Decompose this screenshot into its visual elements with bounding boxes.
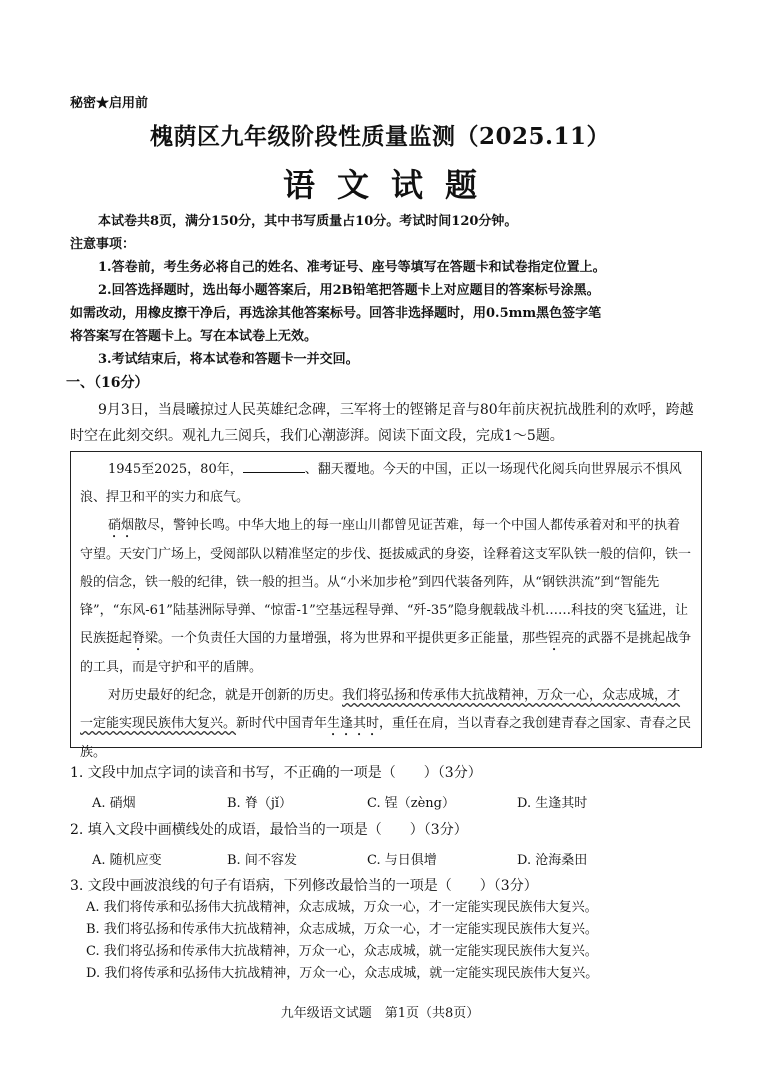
option-c[interactable]: C. 我们将弘扬和传承伟大抗战精神，万众一心，众志成城，就一定能实现民族伟大复兴。 [86,944,598,959]
notice-item-2-cont: 如需改动，用橡皮擦干净后，再选涂其他答案标号。回答非选择题时，用0.5mm黑色签字笔 [70,306,602,321]
section-lead: 9月3日，当晨曦掠过人民英雄纪念碑，三军将士的铿锵足音与80年前庆祝抗战胜利的欢呼，跨越时空在此刻交织。观礼九三阅兵，我们心潮澎湃。阅读下面文段，完成1～5题。 [70,402,694,444]
option-c[interactable]: C. 锃（zèng） [367,796,455,811]
passage-text: 新时代中国青年 [236,716,328,731]
passage-text: 亮的武器不是挑起战争的工具，而是守护和平的盾牌。 [80,631,692,675]
dotted-word: 锃 [548,631,562,646]
option-d[interactable]: D. 生逢其时 [517,796,588,811]
passage-paragraph-2 [80,512,692,682]
notice-item-2-end: 将答案写在答题卡上。写在本试卷上无效。 [70,329,318,344]
section-heading: 一、（16分） [66,375,149,391]
option-b[interactable]: B. 间不容发 [227,853,297,868]
passage-paragraph-1 [80,456,692,512]
option-a[interactable]: A. 我们将传承和弘扬伟大抗战精神，众志成城，万众一心，才一定能实现民族伟大复兴。 [86,900,598,915]
option-b[interactable]: B. 脊（jǐ） [227,796,293,811]
option-b[interactable]: B. 我们将弘扬和传承伟大抗战精神，众志成城，万众一心，才一定能实现民族伟大复兴。 [86,922,598,937]
dotted-word: 硝烟 [108,518,135,533]
dotted-word: 脊 [132,631,146,646]
passage-text: 、翻天覆地。今天的中国，正以一场现代化阅兵向世界展示不惧风浪、捍卫和平的实力和底气。 [80,462,682,505]
fill-blank[interactable] [243,460,305,473]
passage-text: 散尽，警钟长鸣。中华大地上的每一座山川都曾见证苦难，每一个中国人都传承着对和平的执着守望。天安门广场上，受阅部队以精准坚定的步伐、挺拔威武的身姿，诠释着这支军队铁一般的信仰，铁一般的信念，铁一般的纪律，铁一般的担当。从“小米加步枪”到四代装备列阵，从“钢铁洪流”到“智能先锋”，“东风-61”陆基洲际导弹、“惊雷-1”空基远程导弹、“歼-35”隐身舰载战斗机……科技的突飞猛进，让民族挺起 [80,518,692,646]
page-footer: 九年级语文试题 第1页（共8页） [280,1006,480,1021]
exam-title: 槐荫区九年级阶段性质量监测（2025.11） [149,123,611,150]
exam-info: 本试卷共8页，满分150分，其中书写质量占10分。考试时间120分钟。 [98,214,518,229]
exam-subtitle: 语文试题 [282,166,499,204]
reading-passage-box [70,451,702,760]
question-1-options [92,792,712,811]
option-a[interactable]: A. 随机应变 [92,853,162,868]
notice-item-1: 1.答卷前，考生务必将自己的姓名、准考证号、座号等填写在答题卡和试卷指定位置上。 [98,260,606,275]
exam-instructions [70,210,690,371]
option-c[interactable]: C. 与日俱增 [367,853,437,868]
question-3-stem: 3. 文段中画波浪线的句子有语病，下列修改最恰当的一项是（ ）（3分） [70,878,538,894]
dotted-word: 生逢其时 [327,716,380,731]
notice-item-3: 3.考试结束后，将本试卷和答题卡一并交回。 [98,352,359,367]
question-2-stem: 2. 填入文段中画横线处的成语，最恰当的一项是（ ）（3分） [70,822,468,838]
passage-text: ，重任在肩，当以青春之我创建青春之国家、青春之民族。 [80,716,692,760]
question-1-stem: 1. 文段中加点字词的读音和书写，不正确的一项是（ ）（3分） [70,765,482,781]
confidential-label: 秘密★启用前 [70,96,149,111]
option-d[interactable]: D. 我们将传承和弘扬伟大抗战精神，万众一心，众志成城，就一定能实现民族伟大复兴。 [86,966,599,981]
passage-text: 1945至2025，80年， [108,462,243,477]
notice-heading: 注意事项： [70,237,136,252]
wavy-underlined-sentence: 我们将弘扬和传承伟大抗战精神，万众一心，众志成城，才一定能实现民族伟大复兴。 [80,688,681,731]
passage-text: 对历史最好的纪念，就是开创新的历史。 [108,688,343,703]
question-3-options [86,897,706,985]
passage-paragraph-3 [80,682,692,767]
notice-item-2: 2.回答选择题时，选出每小题答案后，用2B铅笔把答题卡上对应题目的答案标号涂黑。 [98,283,600,298]
option-d[interactable]: D. 沧海桑田 [517,853,588,868]
option-a[interactable]: A. 硝烟 [92,796,136,811]
question-2-options [92,849,712,868]
passage-text: 梁。一个负责任大国的力量增强，将为世界和平提供更多正能量，那些 [145,631,549,646]
